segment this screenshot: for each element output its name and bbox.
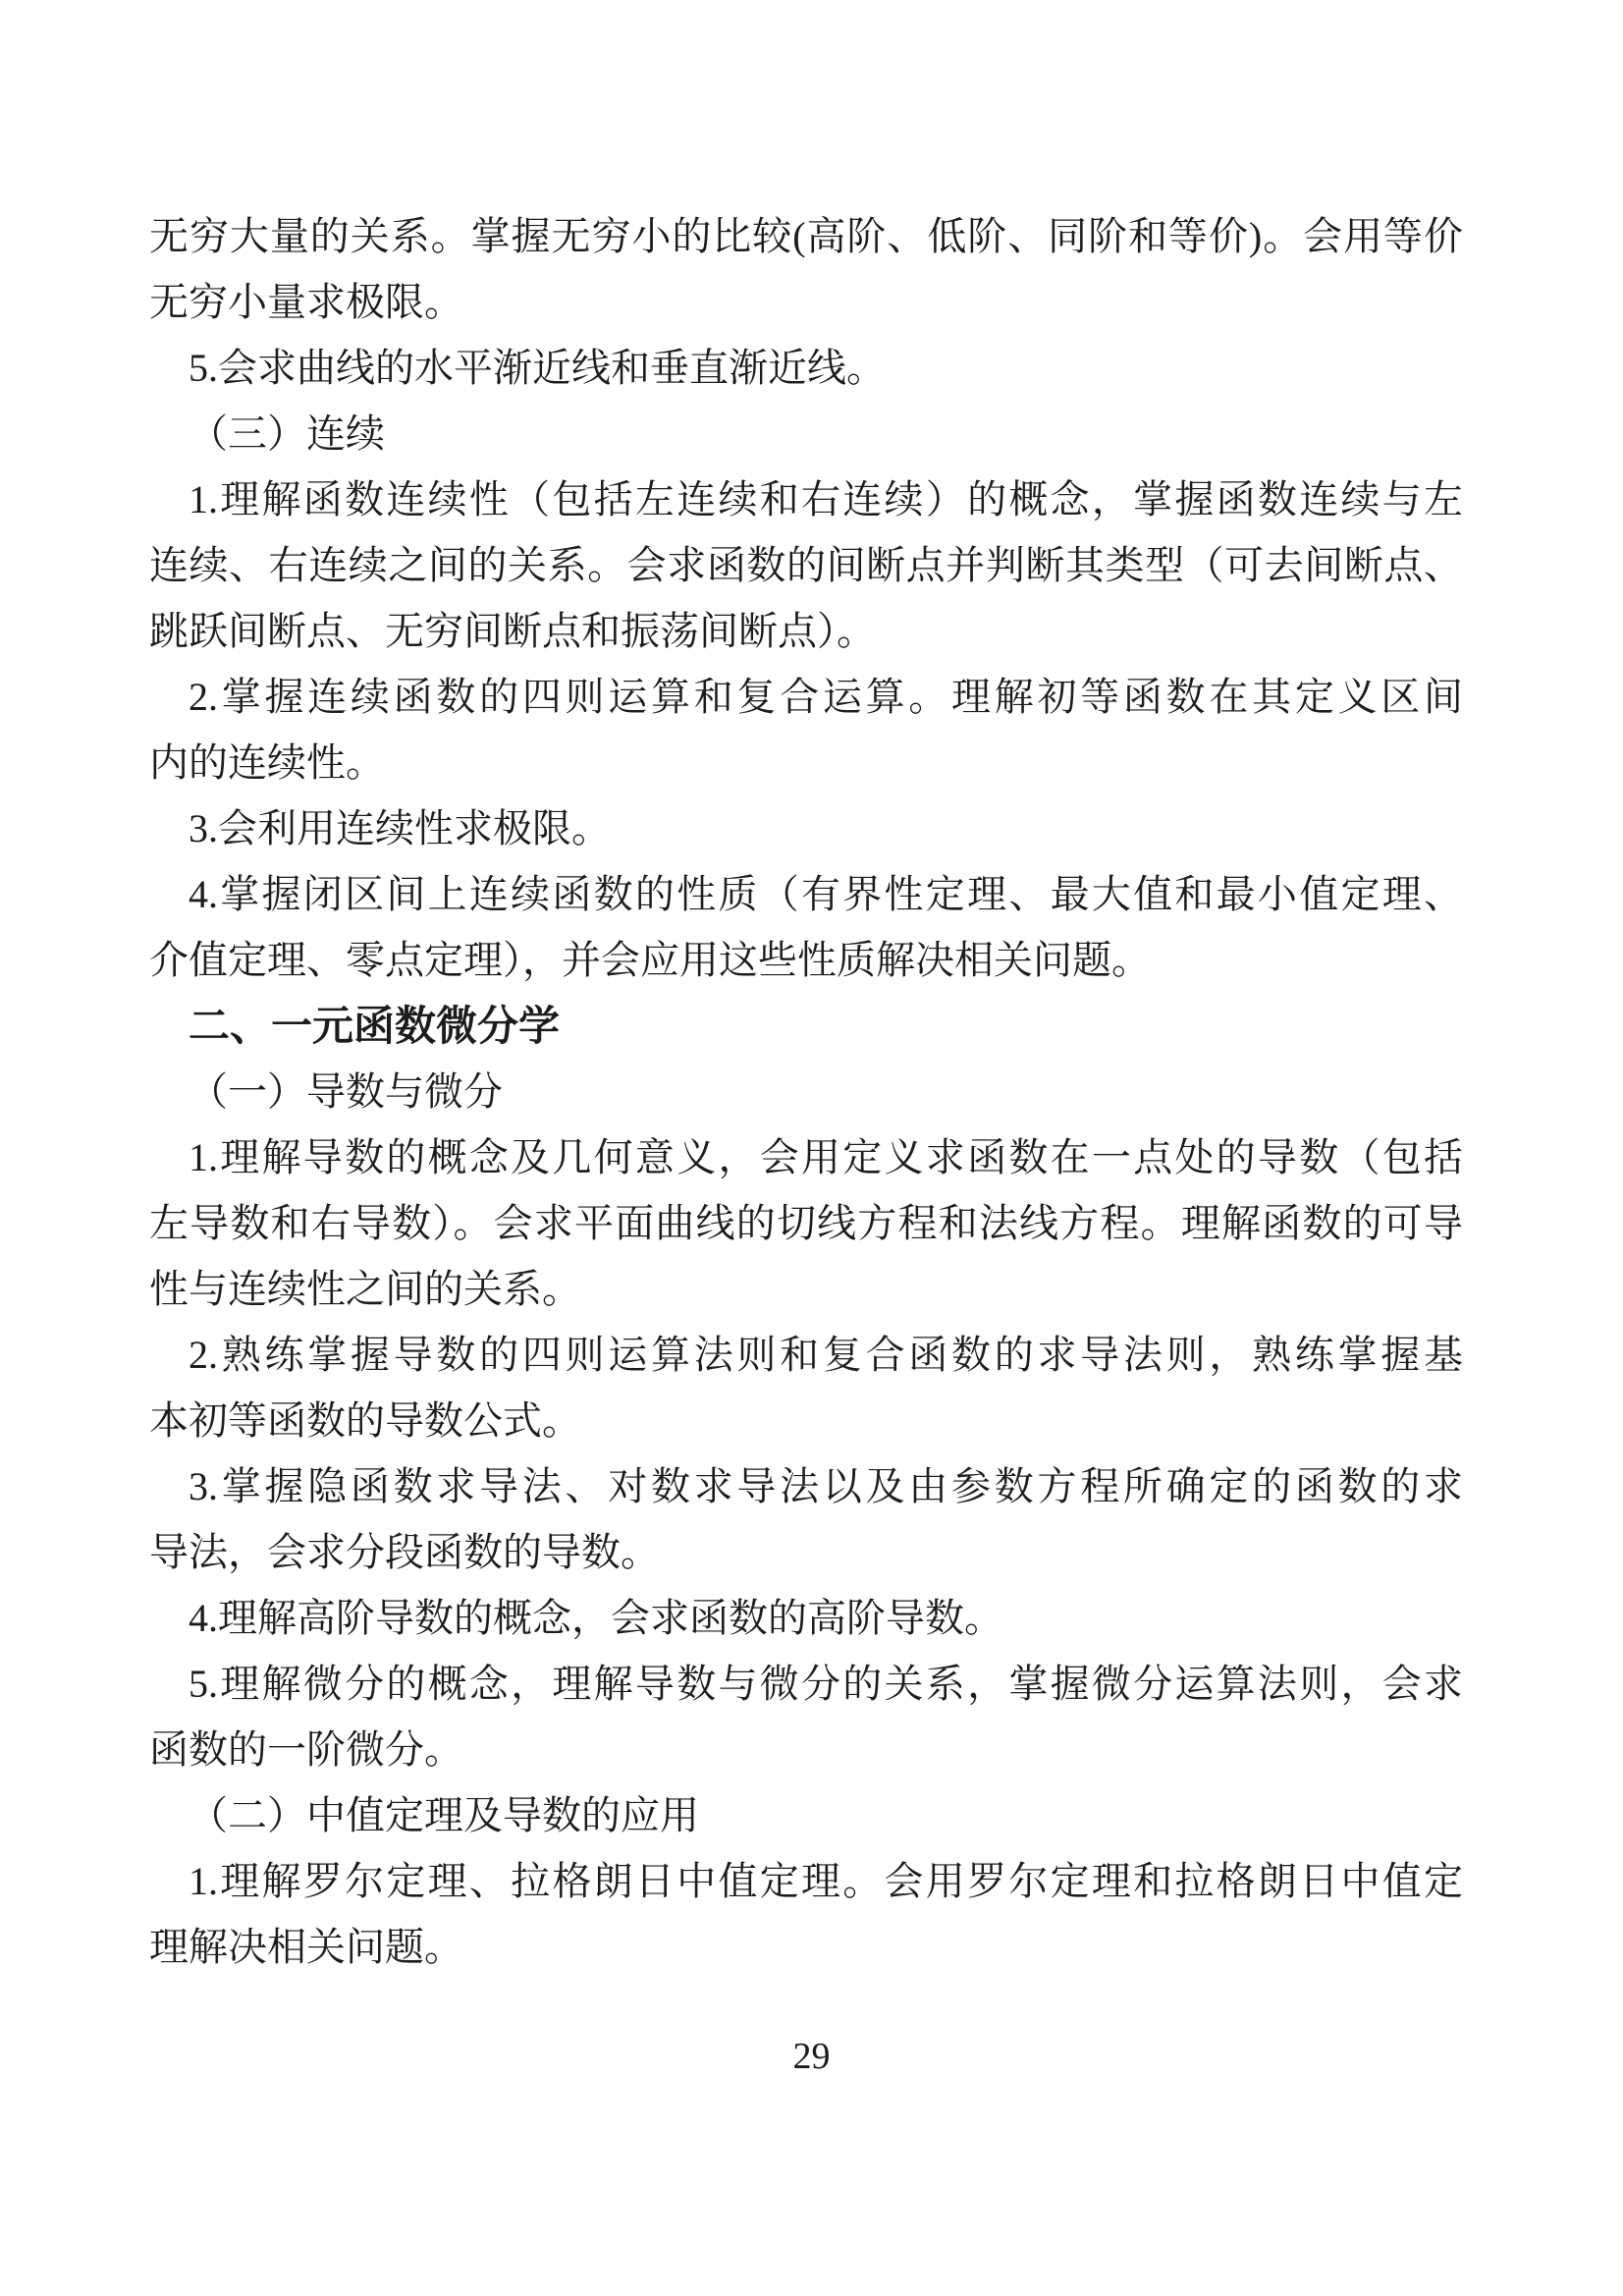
text-line: 2.掌握连续函数的四则运算和复合运算。理解初等函数在其定义区间: [189, 675, 1463, 719]
text-line: 3.掌握隐函数求导法、对数求导法以及由参数方程所确定的函数的求: [189, 1464, 1463, 1508]
text-line: 1.理解导数的概念及几何意义，会用定义求函数在一点处的导数（包括: [189, 1135, 1463, 1179]
text-line: 性与连续性之间的关系。: [149, 1267, 581, 1311]
text-line: 左导数和右导数）。会求平面曲线的切线方程和法线方程。理解函数的可导: [149, 1201, 1463, 1245]
text-line: 1.理解函数连续性（包括左连续和右连续）的概念，掌握函数连续与左: [189, 477, 1463, 521]
text-line: 1.理解罗尔定理、拉格朗日中值定理。会用罗尔定理和拉格朗日中值定: [189, 1859, 1463, 1903]
text-line: 3.会利用连续性求极限。: [189, 806, 611, 850]
section-heading: 二、一元函数微分学: [189, 1003, 561, 1049]
text-line: 无穷小量求极限。: [149, 280, 463, 324]
text-line: 无穷大量的关系。掌握无穷小的比较(高阶、低阶、同阶和等价)。会用等价: [149, 214, 1463, 258]
subsection-heading: （二）中值定理及导数的应用: [189, 1793, 699, 1837]
text-block: [149, 203, 1463, 1980]
subsection-heading: （一）导数与微分: [189, 1069, 503, 1114]
text-line: 5.理解微分的概念，理解导数与微分的关系，掌握微分运算法则，会求: [189, 1662, 1463, 1706]
text-line: 介值定理、零点定理），并会应用这些性质解决相关问题。: [149, 938, 1151, 982]
text-line: 导法，会求分段函数的导数。: [149, 1530, 660, 1574]
text-line: 函数的一阶微分。: [149, 1727, 463, 1772]
subsection-heading: （三）连续: [189, 411, 385, 456]
text-line: 理解决相关问题。: [149, 1925, 463, 1969]
text-line: 连续、右连续之间的关系。会求函数的间断点并判断其类型（可去间断点、: [149, 543, 1463, 587]
text-line: 内的连续性。: [149, 740, 385, 785]
text-line: 5.会求曲线的水平渐近线和垂直渐近线。: [189, 346, 886, 390]
text-line: 4.掌握闭区间上连续函数的性质（有界性定理、最大值和最小值定理、: [189, 872, 1463, 916]
text-line: 4.理解高阶导数的概念，会求函数的高阶导数。: [189, 1596, 1003, 1640]
page-number: 29: [792, 2036, 831, 2077]
text-line: 跳跃间断点、无穷间断点和振荡间断点）。: [149, 609, 876, 653]
text-line: 本初等函数的导数公式。: [149, 1398, 581, 1443]
text-line: 2.熟练掌握导数的四则运算法则和复合函数的求导法则，熟练掌握基: [189, 1333, 1463, 1377]
